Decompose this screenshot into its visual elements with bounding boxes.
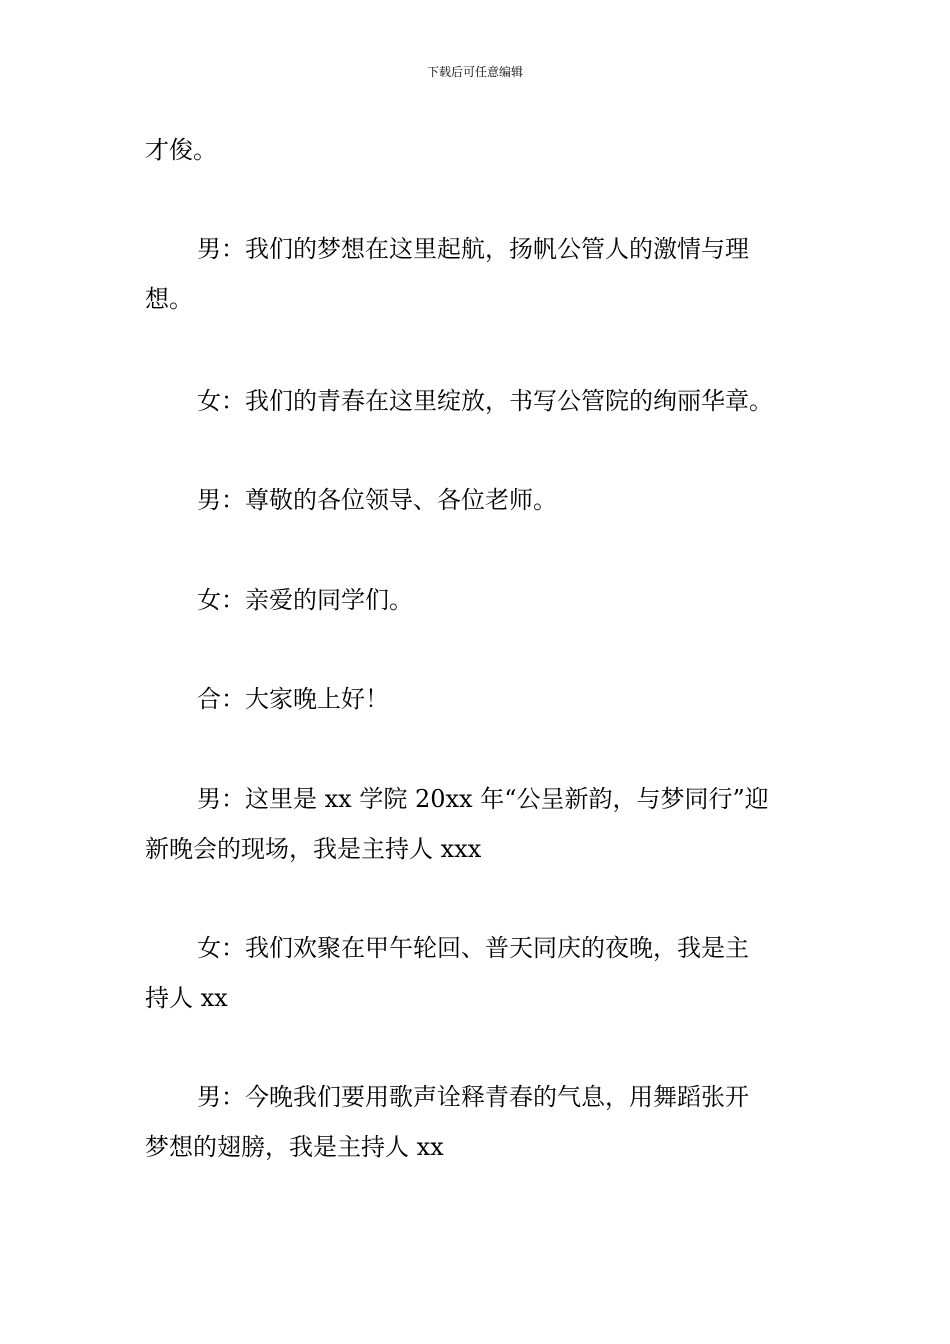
text-line: 想。 [145, 285, 193, 313]
text-line: 男：这里是 xx 学院 20xx 年“公呈新韵，与梦同行”迎 [197, 785, 769, 813]
text-line: 女：我们欢聚在甲午轮回、普天同庆的夜晚，我是主 [197, 934, 749, 962]
text-line: 男：今晚我们要用歌声诠释青春的气息，用舞蹈张开 [197, 1083, 749, 1111]
text-line: 合：大家晚上好！ [197, 685, 389, 713]
text-line: 男：尊敬的各位领导、各位老师。 [197, 486, 557, 514]
text-line: 男：我们的梦想在这里起航，扬帆公管人的激情与理 [197, 235, 749, 263]
text-line: 才俊。 [145, 136, 217, 164]
text-line: 女：亲爱的同学们。 [197, 586, 413, 614]
page-header: 下载后可任意编辑 [426, 65, 523, 79]
text-line: 女：我们的青春在这里绽放，书写公管院的绚丽华章。 [197, 387, 773, 415]
text-line: 梦想的翅膀，我是主持人 xx [145, 1133, 444, 1161]
text-line: 持人 xx [145, 984, 228, 1012]
text-line: 新晚会的现场，我是主持人 xxx [145, 835, 482, 863]
